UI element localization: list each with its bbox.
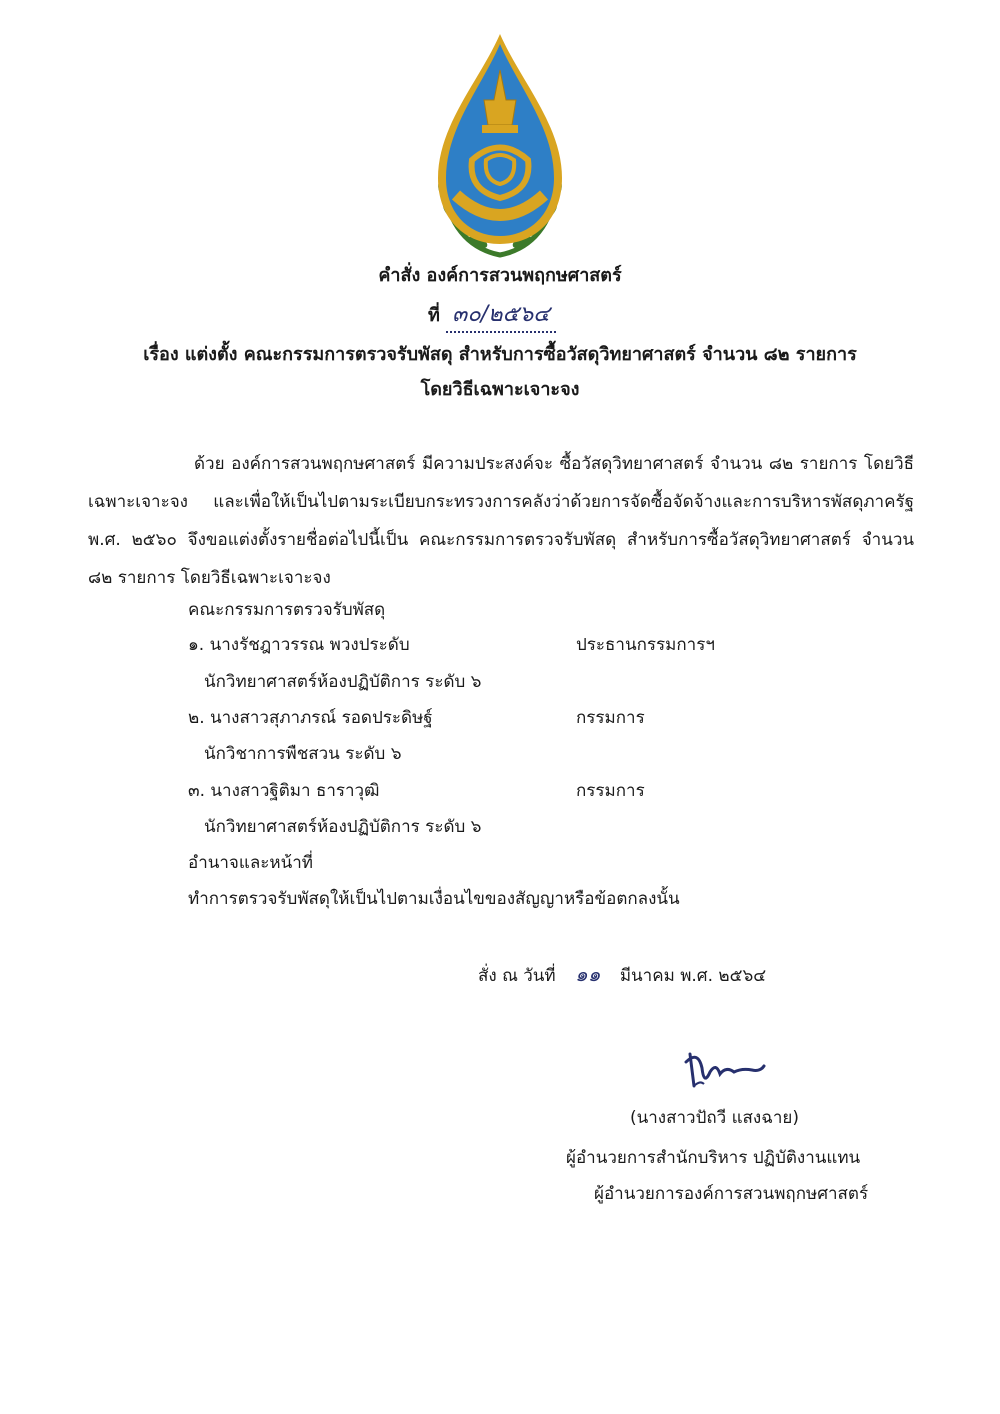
order-number: [428, 296, 556, 333]
handwritten-signature: [680, 1042, 770, 1102]
member-2-position: นักวิชาการพืชสวน ระดับ ๖: [204, 744, 402, 764]
member-3-name: ๓. นางสาวฐิติมา ธาราวุฒิ: [188, 781, 380, 801]
order-date: [478, 962, 766, 988]
signatory-title-2: ผู้อำนวยการองค์การสวนพฤกษศาสตร์: [594, 1184, 869, 1204]
member-2-role: กรรมการ: [576, 708, 645, 728]
subject-line-1: เรื่อง แต่งตั้ง คณะกรรมการตรวจรับพัสดุ สำหรับการซื้อวัสดุวิทยาศาสตร์ จำนวน ๘๒ รายการ: [143, 344, 857, 365]
order-title: คำสั่ง องค์การสวนพฤกษศาสตร์: [378, 265, 622, 286]
committee-heading: คณะกรรมการตรวจรับพัสดุ: [188, 600, 386, 620]
order-number-prefix: ที่: [428, 305, 440, 326]
member-3-position: นักวิทยาศาสตร์ห้องปฏิบัติการ ระดับ ๖: [204, 817, 482, 837]
body-paragraph-text: ด้วย องค์การสวนพฤกษศาสตร์ มีความประสงค์จะ ซื้อวัสดุวิทยาศาสตร์ จำนวน ๘๒ รายการ โดยวิธีเฉพาะเจาะจง และเพื่อให้เป็นไปตามระเบียบกระทรวงการคลังว่าด้วยการจัดซื้อจัดจ้างและการบริหารพัสดุภาครัฐ พ.ศ. ๒๕๖๐ จึงขอแต่งตั้งรายชื่อต่อไปนี้เป็น คณะกรรมการตรวจรับพัสดุ สำหรับการซื้อวัสดุวิทยาศาสตร์ จำนวน ๘๒ รายการ โดยวิธีเฉพาะเจาะจง: [88, 454, 914, 588]
date-month-year: มีนาคม พ.ศ. ๒๕๖๔: [619, 966, 767, 986]
member-1-position: นักวิทยาศาสตร์ห้องปฏิบัติการ ระดับ ๖: [204, 672, 482, 692]
date-prefix: สั่ง ณ วันที่: [478, 966, 556, 986]
date-day: ๑๑: [575, 962, 601, 986]
duties-text: ทำการตรวจรับพัสดุให้เป็นไปตามเงื่อนไขของสัญญาหรือข้อตกลงนั้น: [188, 889, 680, 909]
member-3-role: กรรมการ: [576, 781, 645, 801]
subject-line-2: โดยวิธีเฉพาะเจาะจง: [420, 379, 580, 400]
signatory-name: (นางสาวปัถวี แสงฉาย): [630, 1108, 799, 1128]
organization-logo: [420, 30, 580, 260]
signatory-title-1: ผู้อำนวยการสำนักบริหาร ปฏิบัติงานแทน: [566, 1148, 861, 1168]
member-1-role: ประธานกรรมการฯ: [576, 635, 715, 655]
duties-heading: อำนาจและหน้าที่: [188, 853, 313, 873]
member-2-name: ๒. นางสาวสุภาภรณ์ รอดประดิษฐ์: [188, 708, 433, 728]
member-1-name: ๑. นางรัชฎาวรรณ พวงประดับ: [188, 635, 410, 655]
order-number-value: ๓๐/๒๕๖๔: [446, 296, 556, 333]
body-paragraph: [88, 445, 914, 597]
